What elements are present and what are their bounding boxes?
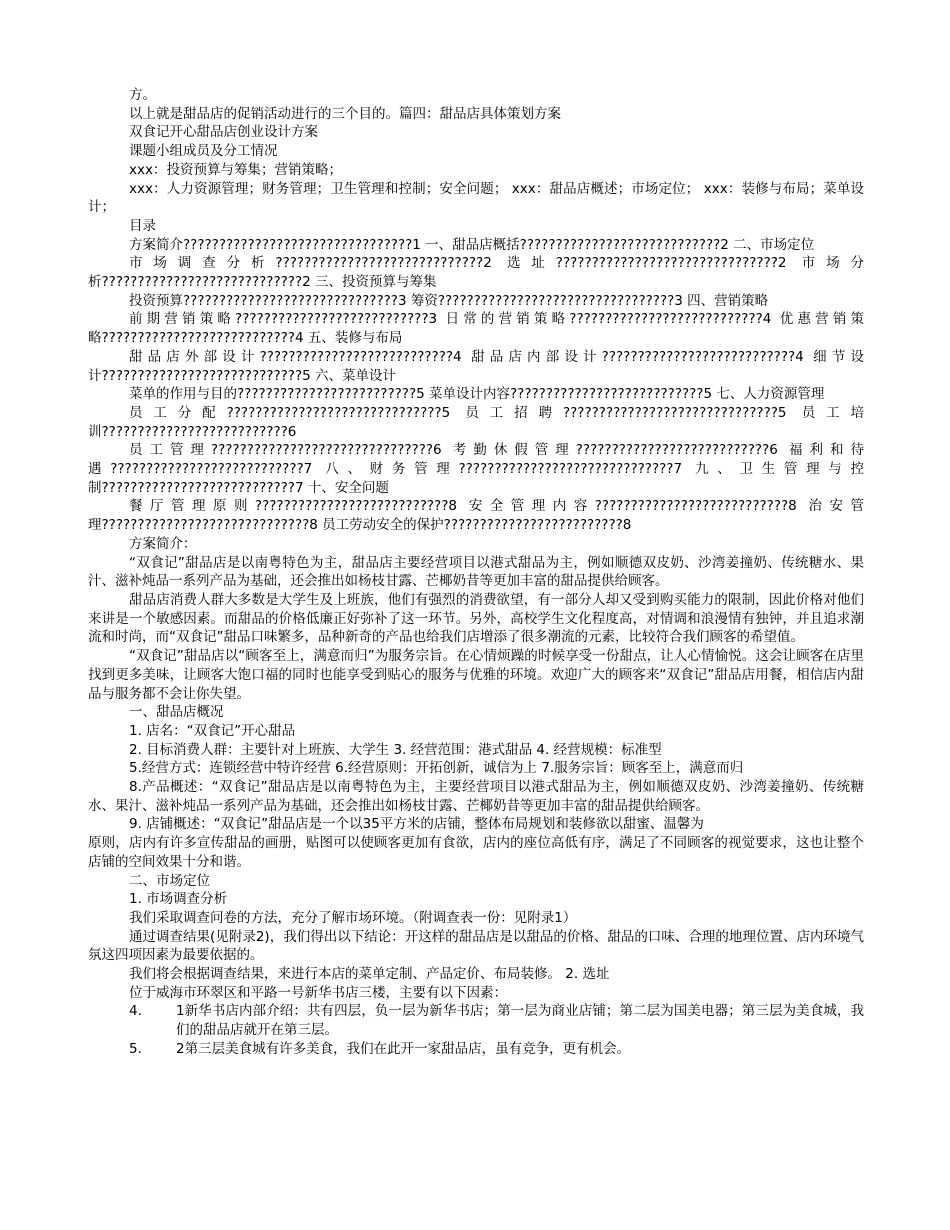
document-body	[88, 86, 864, 1059]
section-heading: 方案简介：	[129, 535, 197, 552]
body-paragraph: 我们采取调查问卷的方法，充分了解市场环境。（附调查表一份：见附录1）	[129, 909, 577, 926]
list-item	[88, 1002, 864, 1039]
list-text: 2第三层美食城有许多美食，我们在此开一家甜品店，虽有竞争，更有机会。	[176, 1040, 631, 1057]
toc-entry: 餐厅管理原则???????????????????????????8 安全管理内容???????????????????????????8 治安管理?????????????????????????????8 员工劳动安全的保护?????????????????????????8	[88, 498, 864, 534]
member-line: xxx：人力资源管理；财务管理；卫生管理和控制；安全问题； xxx：甜品店概述；市场定位； xxx：装修与布局；菜单设计；	[88, 180, 864, 216]
overview-item: 2. 目标消费人群：主要针对上班族、大学生 3. 经营范围：港式甜品 4. 经营规模：标准型	[129, 741, 662, 758]
section-heading: 一、甜品店概况	[129, 704, 224, 721]
text-fragment: 方。	[129, 87, 156, 103]
body-paragraph: 甜品店消费人群大多数是大学生及上班族，他们有强烈的消费欲望，有一部分人却又受到购买能力的限制，因此价格对他们来讲是一个敏感因素。而甜品的价格低廉正好弥补了这一环节。另外，高校学生文化程度高，对情调和浪漫情有独钟，并且追求潮流和时尚，而“双食记”甜品口味繁多，品种新奇的产品也给我们店增添了很多潮流的元素，比较符合我们顾客的希望值。	[88, 591, 864, 646]
section-heading: 课题小组成员及分工情况	[129, 143, 278, 160]
toc-entry: 员工分配??????????????????????????????5 员工招聘??????????????????????????????5 员工培训??????????????????????????6	[88, 404, 864, 440]
overview-item: 5.经营方式：连锁经营中特许经营 6.经营原则：开拓创新，诚信为上 7.服务宗旨：顾客至上，满意而归	[129, 760, 744, 777]
body-paragraph: 通过调查结果(见附录2)，我们得出以下结论：开这样的甜品店是以甜品的价格、甜品的口味、合理的地理位置、店内环境气氛这四项因素为最要依据的。	[88, 928, 864, 964]
overview-item-continued: 原则，店内有许多宣传甜品的画册，贴图可以使顾客更加有食欲，店内的座位高低有序，满足了不同顾客的视觉要求，这也让整个店铺的空间效果十分和谐。	[88, 835, 864, 870]
intro-line: 以上就是甜品店的促销活动进行的三个目的。篇四：甜品店具体策划方案	[129, 105, 561, 122]
toc-entry: 投资预算??????????????????????????????3 筹资?????????????????????????????????3 四、营销策略	[129, 292, 769, 309]
toc-entry: 方案简介????????????????????????????????1 一、甜品店概括????????????????????????????2 二、市场定位	[129, 236, 815, 253]
toc-entry: 前期营销策略???????????????????????????3 日常的营销策略???????????????????????????4 优惠营销策略???????????????????????????4 五、装修与布局	[88, 311, 864, 347]
toc-entry: 甜品店外部设计???????????????????????????4 甜品店内部设计???????????????????????????4 细节设计????????????????????????????5 六、菜单设计	[88, 348, 864, 384]
toc-entry: 市场调查分析?????????????????????????????2 选址???????????????????????????????2 市场分析????????????????????????????2 三、投资预算与筹集	[88, 255, 864, 291]
overview-item: 8.产品概述：“双食记”甜品店是以南粤特色为主，主要经营项目以港式甜品为主，例如顺德双皮奶、沙湾姜撞奶、传统糖水、果汁、滋补炖品一系列产品为基础，还会推出如杨枝甘露、芒椰奶昔等更加丰富的甜品提供给顾客。	[88, 779, 864, 814]
body-paragraph: “双食记”甜品店是以南粤特色为主，甜品店主要经营项目以港式甜品为主，例如顺德双皮奶、沙湾姜撞奶、传统糖水、果汁、滋补炖品一系列产品为基础，还会推出如杨枝甘露、芒椰奶昔等更加丰富的甜品提供给顾客。	[88, 554, 864, 590]
list-number: 5.	[129, 1040, 142, 1057]
toc-entry: 员工管理???????????????????????????????6 考勤休假管理???????????????????????????6 福利和待遇???????????????????????????7 八、财务管理??????????????????????????????7 九、卫生管理与控制???????????????????????????7 十、安全问题	[88, 442, 864, 496]
toc-entry: 菜单的作用与目的?????????????????????????5 菜单设计内容???????????????????????????5 七、人力资源管理	[129, 386, 825, 403]
body-paragraph: 位于威海市环翠区和平路一号新华书店三楼，主要有以下因素：	[129, 984, 507, 1001]
member-line: xxx：投资预算与筹集；营销策略；	[129, 161, 342, 178]
overview-item: 9. 店铺概述：“双食记”甜品店是一个以35平方米的店铺，整体布局规划和装修欲以甜蜜、温馨为	[129, 816, 704, 833]
list-number: 4.	[129, 1003, 142, 1020]
list-item	[88, 1040, 864, 1059]
list-text: 1新华书店内部介绍：共有四层，负一层为新华书店；第一层为商业店铺；第二层为国美电器；第三层为美食城，我们的甜品店就开在第三层。	[176, 1003, 864, 1039]
section-heading: 二、市场定位	[129, 872, 210, 889]
toc-heading: 目录	[129, 217, 156, 234]
subsection-heading: 1. 市场调查分析	[129, 891, 228, 908]
overview-item: 1. 店名：“双食记”开心甜品	[129, 722, 296, 739]
body-paragraph: 我们将会根据调查结果，来进行本店的菜单定制、产品定价、布局装修。 2. 选址	[129, 966, 610, 983]
document-title: 双食记开心甜品店创业设计方案	[129, 124, 318, 141]
body-paragraph: “双食记”甜品店以“顾客至上，满意而归”为服务宗旨。在心情烦躁的时候享受一份甜点，让人心情愉悦。这会让顾客在店里找到更多美味，让顾客大饱口福的同时也能享受到贴心的服务与优雅的环境。欢迎广大的顾客来“双食记”甜品店用餐，相信店内甜品与服务都不会让你失望。	[88, 648, 864, 702]
